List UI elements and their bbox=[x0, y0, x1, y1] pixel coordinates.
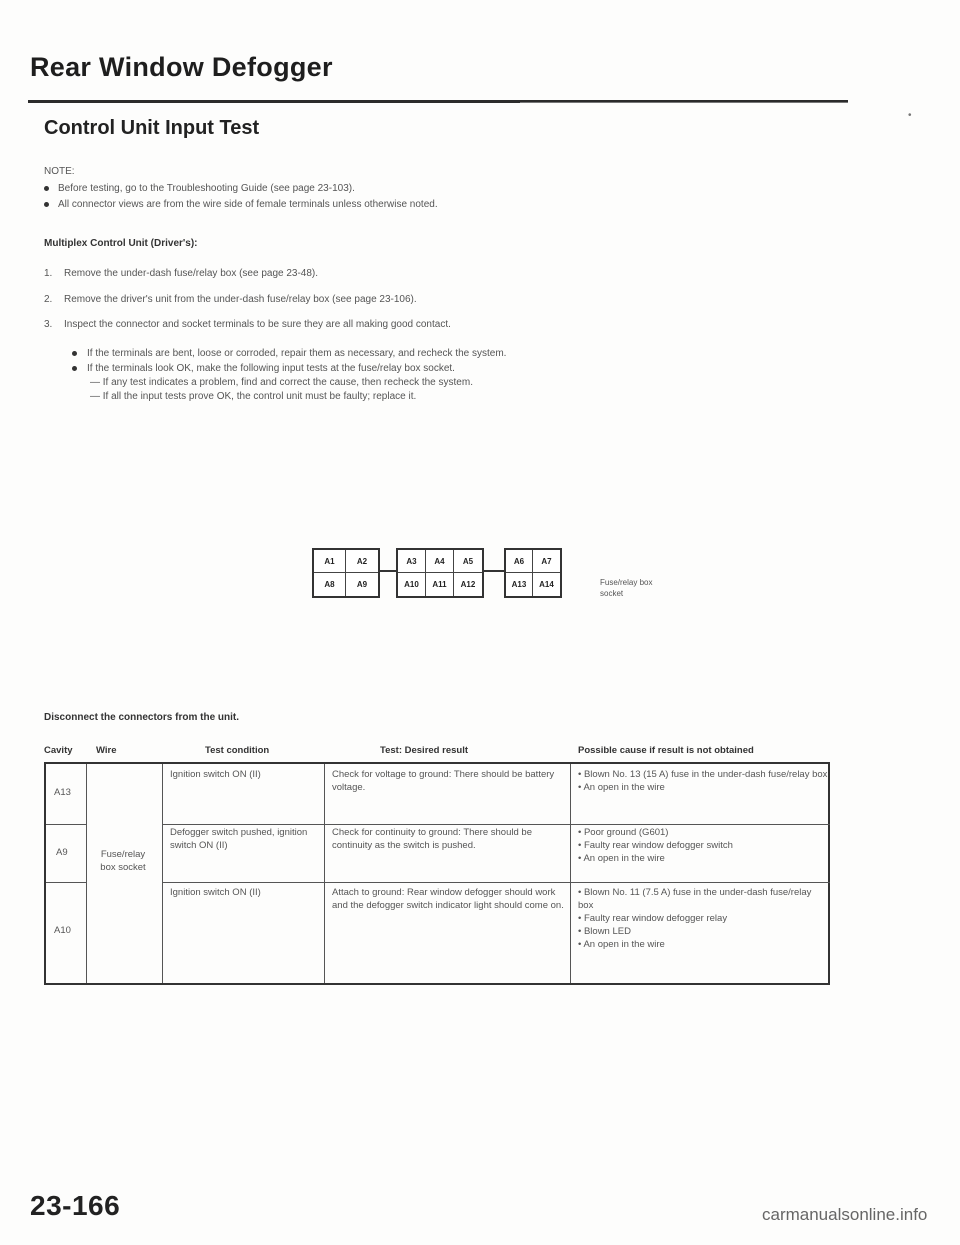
result-cell: Check for voltage to ground: There should be battery voltage. bbox=[332, 769, 555, 793]
step-1: 1. Remove the under-dash fuse/relay box (see page 23-48). bbox=[44, 268, 319, 279]
connector-block-1 bbox=[312, 548, 380, 598]
header-condition: Test condition bbox=[205, 745, 270, 756]
multiplex-heading: Multiplex Control Unit (Driver's): bbox=[44, 238, 198, 249]
dash-line: — If any test indicates a problem, find and correct the cause, then recheck the system. bbox=[90, 377, 473, 388]
input-test-table bbox=[44, 762, 830, 985]
cause-cell: • Poor ground (G601) • Faulty rear window defogger switch • An open in the wire bbox=[578, 827, 733, 864]
dash-line: — If all the input tests prove OK, the control unit must be faulty; replace it. bbox=[90, 391, 417, 402]
bullet-icon bbox=[72, 351, 77, 356]
header-cause: Possible cause if result is not obtained bbox=[578, 745, 754, 756]
pin-A11: A11 bbox=[426, 573, 454, 596]
connector-block-3 bbox=[504, 548, 562, 598]
sub-bullet: If the terminals look OK, make the following input tests at the fuse/relay box socket. bbox=[72, 363, 455, 374]
pin-A13: A13 bbox=[506, 573, 533, 596]
bullet-icon bbox=[44, 202, 49, 207]
row-divider bbox=[162, 882, 830, 883]
step-2: 2. Remove the driver's unit from the under-dash fuse/relay box (see page 23-106). bbox=[44, 294, 417, 305]
pin-A3: A3 bbox=[398, 550, 426, 573]
condition-cell: Ignition switch ON (II) bbox=[170, 887, 261, 898]
connector-link bbox=[378, 570, 396, 572]
sub-bullet: If the terminals are bent, loose or corroded, repair them as necessary, and recheck the system. bbox=[72, 348, 506, 359]
site-watermark: carmanualsonline.info bbox=[762, 1205, 928, 1224]
bullet-icon bbox=[44, 186, 49, 191]
note-item: Before testing, go to the Troubleshooting Guide (see page 23-103). bbox=[44, 183, 355, 194]
result-cell: Check for continuity to ground: There should be continuity as the switch is pushed. bbox=[332, 827, 532, 851]
page-number: 23-166 bbox=[30, 1190, 121, 1221]
socket-label: Fuse/relay box socket bbox=[600, 578, 653, 598]
header-result: Test: Desired result bbox=[380, 745, 468, 756]
disconnect-instruction: Disconnect the connectors from the unit. bbox=[44, 712, 240, 723]
column-divider bbox=[570, 764, 571, 983]
result-cell: Attach to ground: Rear window defogger should work and the defogger switch indicator light should come on. bbox=[332, 887, 564, 911]
pin-A10: A10 bbox=[398, 573, 426, 596]
condition-cell: Ignition switch ON (II) bbox=[170, 769, 261, 780]
pin-A14: A14 bbox=[539, 580, 554, 589]
pin-A1: A1 bbox=[314, 550, 346, 573]
title-rule-thin bbox=[520, 102, 848, 103]
cause-cell: • Blown No. 13 (15 A) fuse in the under-dash fuse/relay box • An open in the wire bbox=[578, 769, 828, 793]
pin-A2: A2 bbox=[346, 550, 378, 573]
pin-A9: A9 bbox=[356, 580, 368, 589]
pin-A7: A7 bbox=[533, 550, 560, 573]
pin-A5: A5 bbox=[454, 550, 482, 573]
row-divider bbox=[46, 882, 86, 883]
page-title: Rear Window Defogger bbox=[30, 52, 333, 82]
row-divider bbox=[162, 824, 830, 825]
bullet-icon bbox=[72, 366, 77, 371]
condition-cell: Defogger switch pushed, ignition switch ON (II) bbox=[170, 827, 308, 851]
step-3: 3. Inspect the connector and socket terminals to be sure they are all making good contact. bbox=[44, 319, 451, 330]
cavity-cell: A9 bbox=[56, 847, 68, 858]
wire-cell: Fuse/relay box socket bbox=[100, 849, 146, 873]
cavity-cell: A10 bbox=[54, 925, 71, 936]
pin-A12: A12 bbox=[460, 580, 476, 589]
margin-mark: • bbox=[908, 110, 912, 121]
column-divider bbox=[324, 764, 325, 983]
cavity-cell: A13 bbox=[54, 787, 71, 798]
column-divider bbox=[162, 764, 163, 983]
connector-block-2 bbox=[396, 548, 484, 598]
pin-A6: A6 bbox=[506, 550, 533, 573]
pin-A4: A4 bbox=[426, 550, 454, 573]
connector-link bbox=[482, 570, 504, 572]
pin-A8: A8 bbox=[314, 573, 346, 596]
header-cavity: Cavity bbox=[44, 745, 73, 756]
note-item: All connector views are from the wire side of female terminals unless otherwise noted. bbox=[44, 199, 438, 210]
section-title: Control Unit Input Test bbox=[44, 117, 260, 139]
note-label: NOTE: bbox=[44, 166, 75, 177]
row-divider bbox=[46, 824, 86, 825]
cause-cell: • Blown No. 11 (7.5 A) fuse in the under-dash fuse/relay box • Faulty rear window defogger relay • Blown LED • An open in the wire bbox=[578, 887, 812, 950]
header-wire: Wire bbox=[96, 745, 117, 756]
column-divider bbox=[86, 764, 87, 983]
